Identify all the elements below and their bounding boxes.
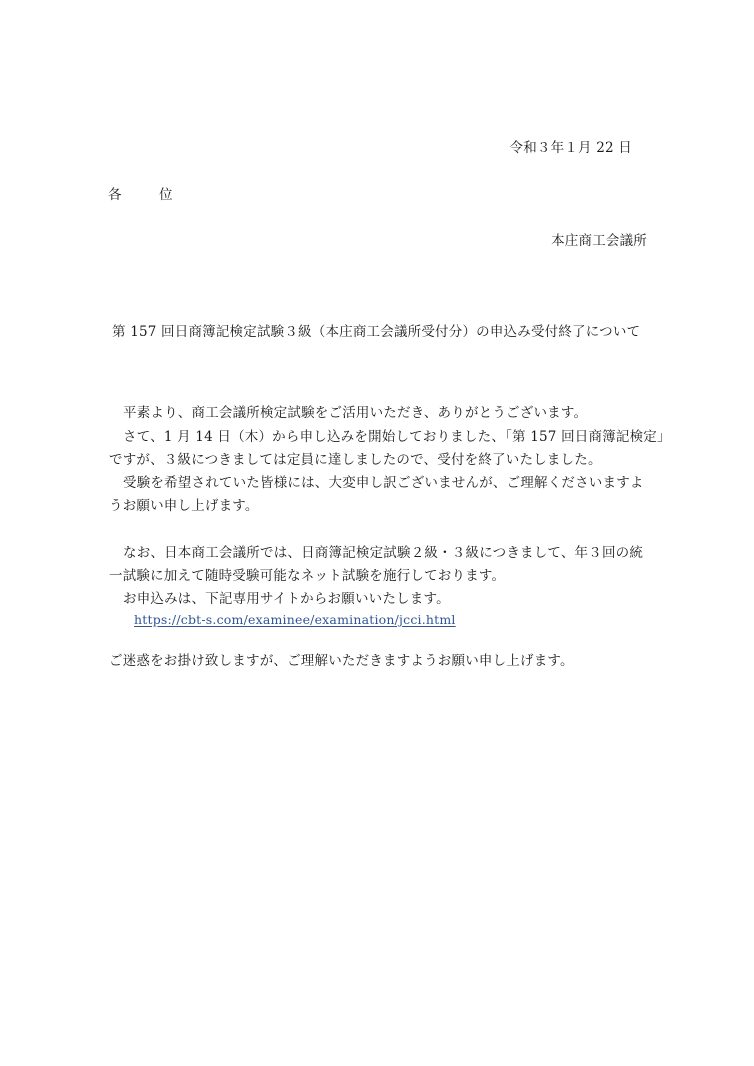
url-line xyxy=(134,611,456,629)
closing-remark: ご迷惑をお掛け致しますが、ご理解いただきますようお願い申し上げます。 xyxy=(109,653,574,669)
paragraph-net-exam-line2: 一試験に加えて随時受験可能なネット試験を施行しております。 xyxy=(109,568,506,584)
paragraph-apology-line1: 受験を希望されていた皆様には、大変申し訳ございませんが、ご理解くださいますよ xyxy=(123,475,644,491)
application-site-link[interactable]: https://cbt-s.com/examinee/examination/jcci.html xyxy=(134,612,456,627)
paragraph-announcement-line2: ですが、３級につきましては定員に達しましたので、受付を終了いたしました。 xyxy=(109,452,602,468)
document-date: 令和３年１月 22 日 xyxy=(509,140,632,156)
paragraph-announcement-line1: さて、1 月 14 日（木）から申し込みを開始しておりました、「第 157 回日商簿記検定」 xyxy=(123,429,671,445)
paragraph-net-exam-line1: なお、日本商工会議所では、日商簿記検定試験２級・３級につきまして、年３回の統 xyxy=(123,545,644,561)
sender-organization: 本庄商工会議所 xyxy=(551,233,647,249)
paragraph-greeting: 平素より、商工会議所検定試験をご活用いただき、ありがとうございます。 xyxy=(123,405,588,421)
paragraph-apology-line2: うお願い申し上げます。 xyxy=(109,498,259,514)
document-title: 第 157 回日商簿記検定試験３級（本庄商工会議所受付分）の申込み受付終了について xyxy=(112,324,641,340)
paragraph-application-info: お申込みは、下記専用サイトからお願いいたします。 xyxy=(123,591,450,607)
addressee: 各 位 xyxy=(108,187,185,203)
